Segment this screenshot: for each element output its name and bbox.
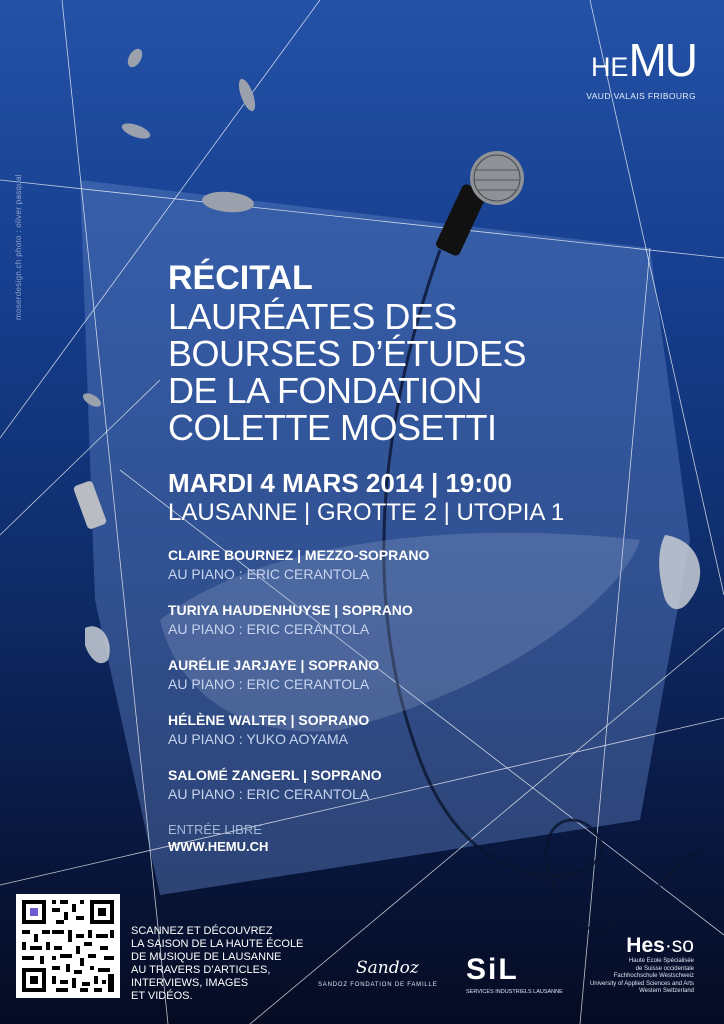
hemu-logo-tagline: VAUD VALAIS FRIBOURG bbox=[586, 91, 696, 101]
photo-credit bbox=[14, 120, 28, 320]
hes-so-main: Hes bbox=[626, 934, 665, 957]
scan-line: SCANNEZ ET DÉCOUVREZ bbox=[131, 925, 273, 937]
event-title-line: LAURÉATES DES bbox=[168, 296, 457, 337]
performer-name: CLAIRE BOURNEZ | MEZZO-SOPRANO bbox=[168, 547, 430, 563]
performer-pianist: AU PIANO : ERIC CERANTOLA bbox=[168, 786, 370, 802]
performer-pianist: AU PIANO : ERIC CERANTOLA bbox=[168, 621, 370, 637]
sil-logo-caption: SERVICES INDUSTRIELS LAUSANNE bbox=[466, 989, 563, 995]
hes-so-caption: University of Applied Sciences and Arts bbox=[589, 980, 694, 987]
performer-item bbox=[168, 601, 648, 639]
hemu-logo bbox=[586, 34, 696, 101]
hes-so-caption: Western Switzerland bbox=[639, 988, 694, 994]
scan-line: LA SAISON DE LA HAUTE ÉCOLE bbox=[131, 938, 304, 950]
sil-logo-word: SiL bbox=[466, 953, 519, 986]
performer-pianist: AU PIANO : ERIC CERANTOLA bbox=[168, 676, 370, 692]
performer-item bbox=[168, 546, 648, 584]
performer-item bbox=[168, 766, 648, 804]
performer-item bbox=[168, 656, 648, 694]
qr-code-graphic bbox=[16, 894, 120, 998]
event-title bbox=[168, 298, 648, 446]
sandoz-logo-caption: SANDOZ FONDATION DE FAMILLE bbox=[318, 982, 438, 988]
event-venue: LAUSANNE | GROTTE 2 | UTOPIA 1 bbox=[168, 499, 565, 526]
hes-so-logo-word bbox=[590, 934, 694, 958]
hes-so-caption: de Suisse occidentale bbox=[635, 965, 694, 972]
event-info bbox=[168, 258, 648, 855]
scan-message bbox=[131, 925, 331, 1003]
hemu-logo-word bbox=[586, 34, 696, 93]
sandoz-logo bbox=[318, 958, 450, 996]
performer-name: HÉLÈNE WALTER | SOPRANO bbox=[168, 712, 370, 728]
performer-name: SALOMÉ ZANGERL | SOPRANO bbox=[168, 767, 382, 783]
event-title-line: COLETTE MOSETTI bbox=[168, 407, 497, 448]
scan-line: AU TRAVERS D’ARTICLES, bbox=[131, 964, 271, 976]
sil-logo bbox=[466, 955, 572, 1000]
website-link[interactable]: WWW.HEMU.CH bbox=[168, 839, 269, 854]
hes-so-logo bbox=[590, 934, 694, 996]
performer-list bbox=[168, 546, 648, 804]
hes-so-caption: Fachhochschule Westschweiz bbox=[613, 973, 694, 979]
performer-name: AURÉLIE JARJAYE | SOPRANO bbox=[168, 657, 380, 673]
performer-pianist: AU PIANO : ERIC CERANTOLA bbox=[168, 566, 370, 582]
qr-code-icon[interactable] bbox=[16, 894, 120, 998]
event-title-line: BOURSES D’ÉTUDES bbox=[168, 333, 527, 374]
sandoz-logo-script: Sandoz bbox=[356, 958, 419, 978]
performer-item bbox=[168, 711, 648, 749]
event-title-line: DE LA FONDATION bbox=[168, 370, 482, 411]
performer-name: TURIYA HAUDENHUYSE | SOPRANO bbox=[168, 602, 413, 618]
hemu-logo-prefix: HE bbox=[590, 52, 629, 82]
scan-line: ET VIDÉOS. bbox=[131, 990, 193, 1002]
hes-so-suffix: ·so bbox=[664, 934, 694, 957]
event-datetime: MARDI 4 MARS 2014 | 19:00 bbox=[168, 468, 512, 498]
scan-line: INTERVIEWS, IMAGES bbox=[131, 977, 249, 989]
photo-credit-text: moserdesign.ch photo : oliver pasqual bbox=[14, 174, 23, 320]
performer-pianist: AU PIANO : YUKO AOYAMA bbox=[168, 731, 348, 747]
hemu-logo-mark: MU bbox=[628, 34, 696, 86]
event-type: RÉCITAL bbox=[168, 259, 313, 297]
scan-line: DE MUSIQUE DE LAUSANNE bbox=[131, 951, 282, 963]
entry-note: ENTRÉE LIBRE bbox=[168, 822, 262, 837]
hes-so-caption: Haute Ecole Spécialisée bbox=[628, 958, 694, 964]
